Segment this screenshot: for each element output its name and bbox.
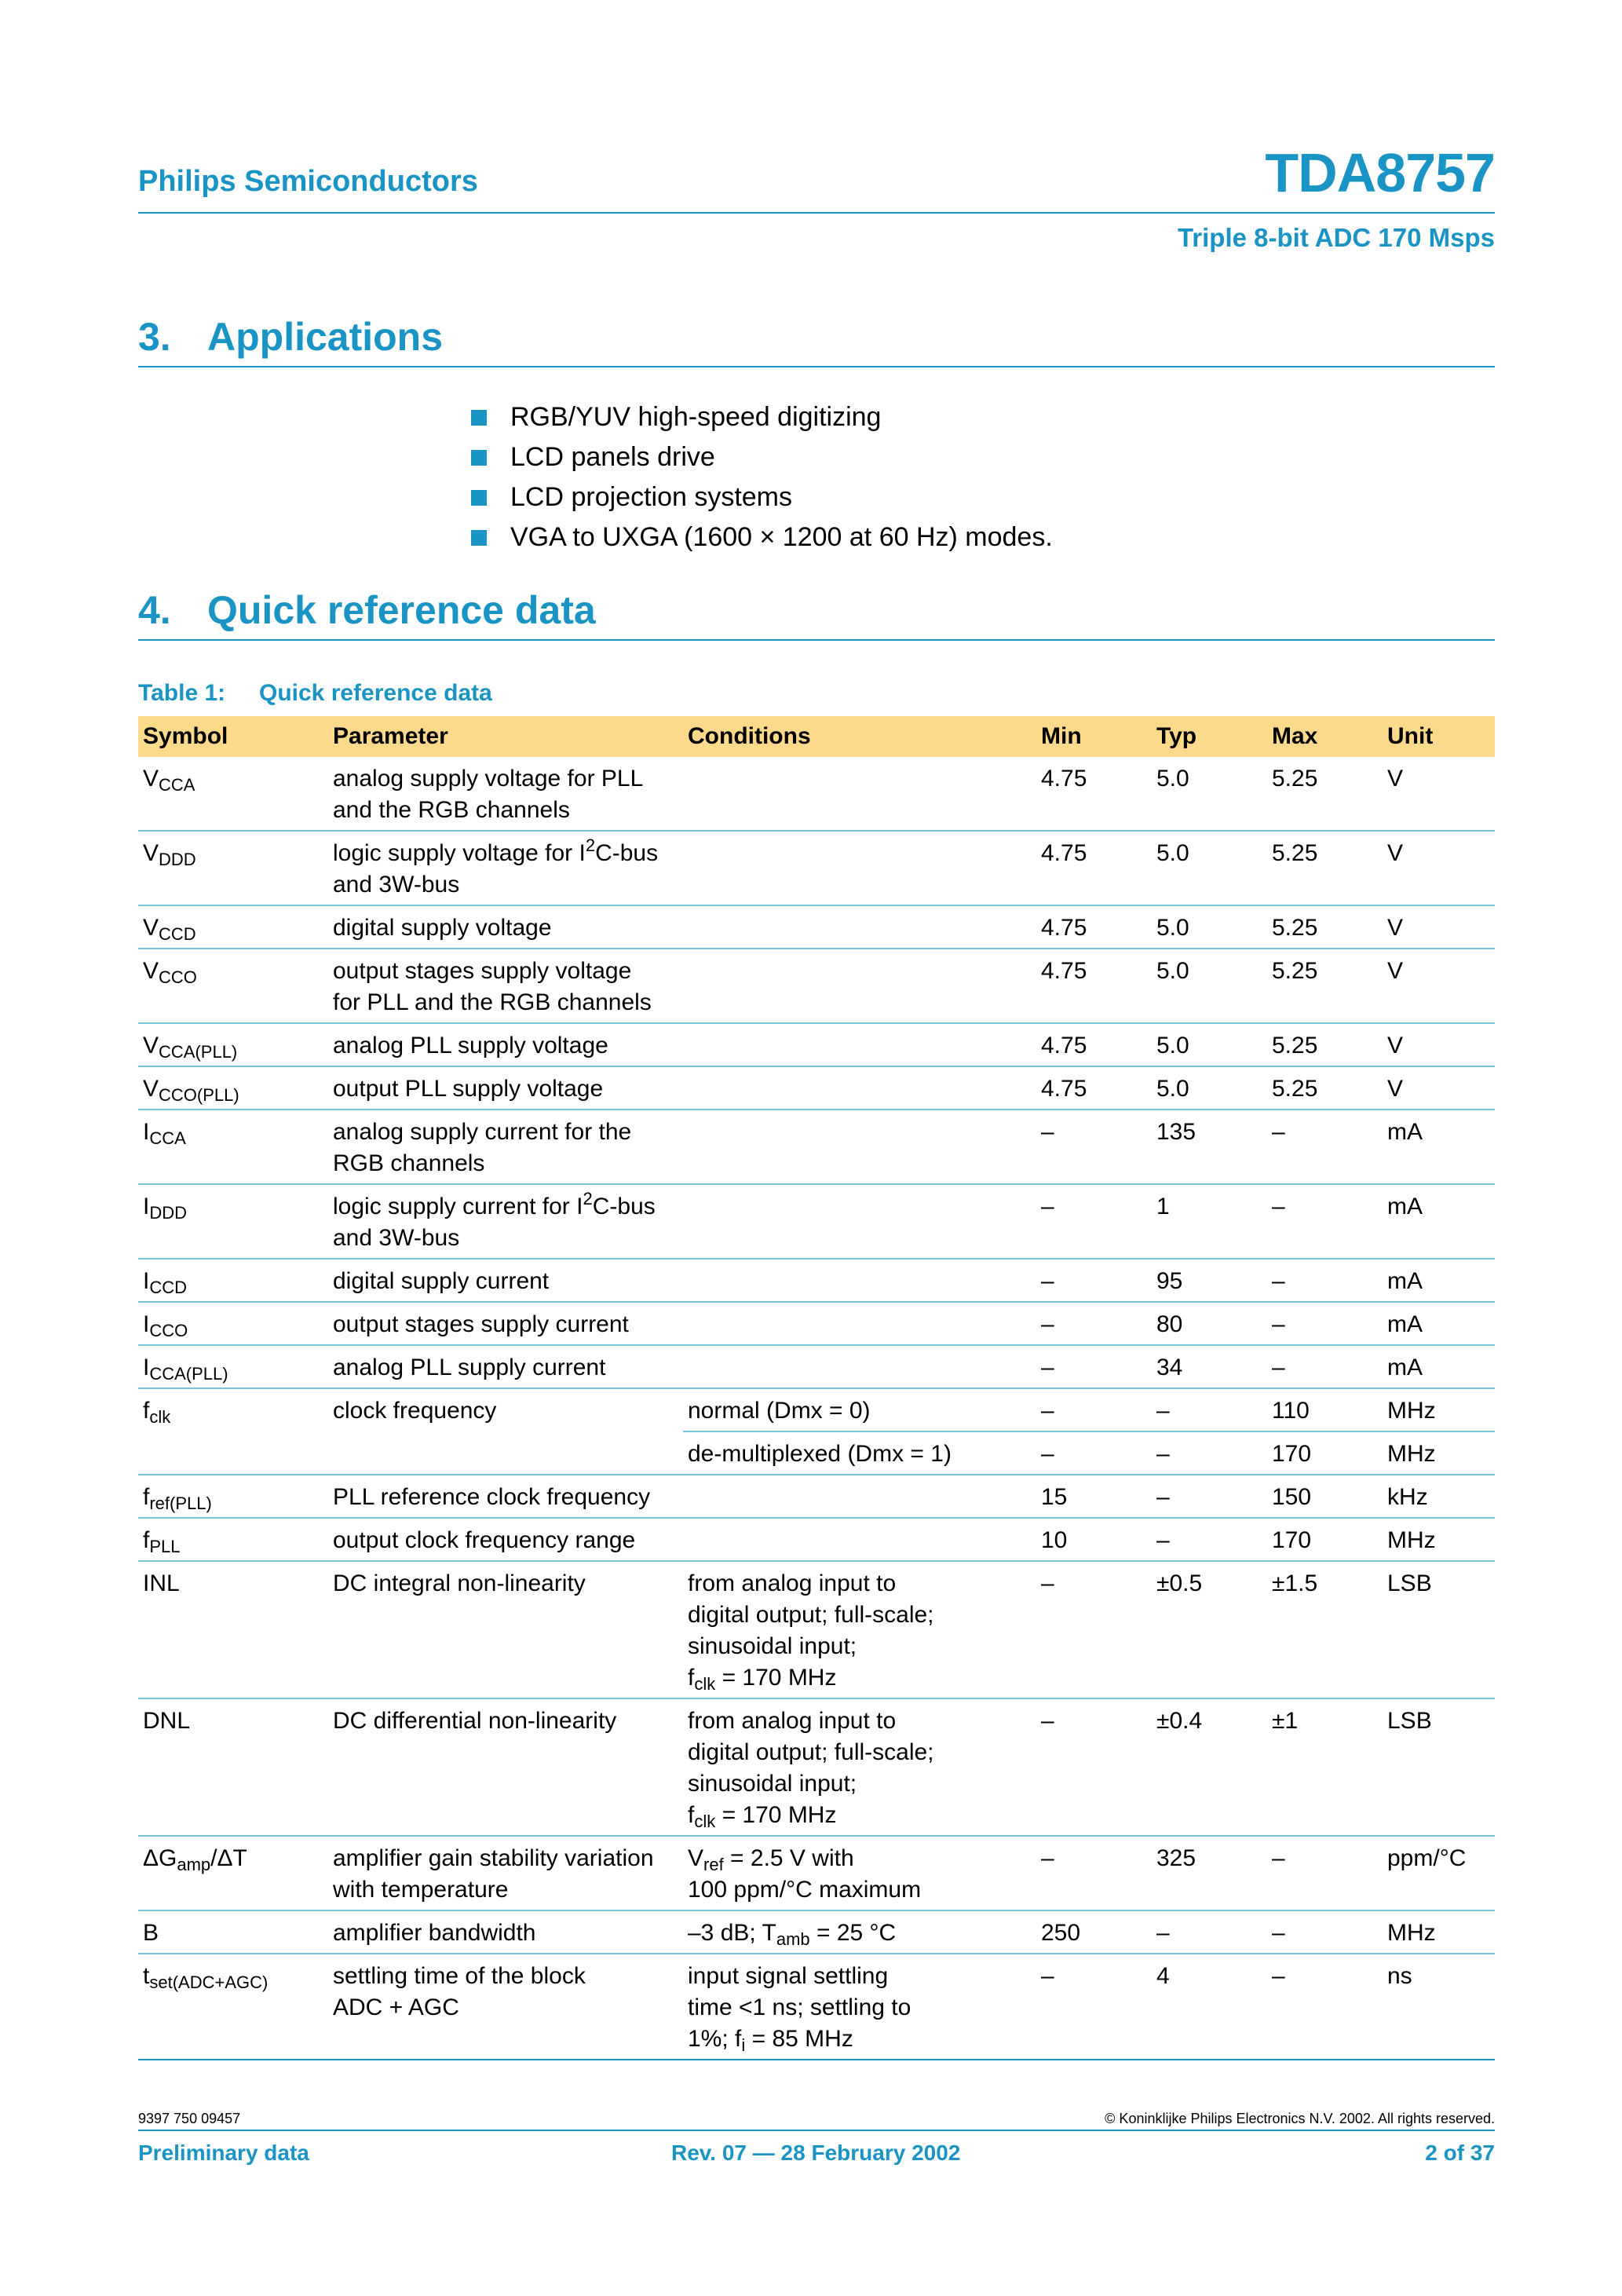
unit-cell: LSB [1383, 1561, 1495, 1698]
square-bullet-icon [471, 490, 487, 506]
parameter-cell: logic supply current for $I^2C$-bus and 3W-bus [328, 1184, 683, 1259]
unit-cell: V [1383, 831, 1495, 905]
conditions-cell [683, 1066, 1036, 1110]
unit-cell: ns [1383, 1954, 1495, 2060]
parameter-cell [328, 1431, 683, 1475]
column-header: Conditions [683, 716, 1036, 757]
conditions-cell: from analog input to digital output; full-scale; sinusoidal input; $f_{clk} = 170$ MHz [683, 1561, 1036, 1698]
table-row [138, 1023, 1495, 1066]
typ-cell: 325 [1152, 1836, 1267, 1910]
unit-cell: mA [1383, 1345, 1495, 1388]
table-row [138, 757, 1495, 831]
section-quick-reference-heading [138, 587, 1495, 641]
table-label: Table 1: [138, 680, 226, 706]
unit-cell: V [1383, 905, 1495, 949]
max-cell: 5.25 [1267, 905, 1383, 949]
table-header-row [138, 716, 1495, 757]
unit-cell: MHz [1383, 1431, 1495, 1475]
symbol-cell: $f_{PLL}$ [138, 1518, 328, 1561]
column-header: Max [1267, 716, 1383, 757]
square-bullet-icon [471, 410, 487, 426]
max-cell: 150 [1267, 1475, 1383, 1518]
unit-cell: V [1383, 1023, 1495, 1066]
conditions-cell [683, 1302, 1036, 1345]
table-row [138, 905, 1495, 949]
parameter-cell: settling time of the block ADC + AGC [328, 1954, 683, 2060]
min-cell: 4.75 [1036, 1066, 1152, 1110]
min-cell: 4.75 [1036, 831, 1152, 905]
min-cell: 4.75 [1036, 757, 1152, 831]
conditions-cell [683, 1259, 1036, 1302]
min-cell: – [1036, 1954, 1152, 2060]
typ-cell: – [1152, 1475, 1267, 1518]
typ-cell: 5.0 [1152, 1066, 1267, 1110]
page-number: 2 of 37 [1425, 2141, 1495, 2165]
typ-cell: 34 [1152, 1345, 1267, 1388]
conditions-cell [683, 1475, 1036, 1518]
min-cell: – [1036, 1345, 1152, 1388]
max-cell: ±1.5 [1267, 1561, 1383, 1698]
conditions-cell [683, 949, 1036, 1023]
table-row [138, 1431, 1495, 1475]
symbol-cell: $f_{ref(PLL)}$ [138, 1475, 328, 1518]
min-cell: – [1036, 1431, 1152, 1475]
min-cell: 15 [1036, 1475, 1152, 1518]
symbol-cell: INL [138, 1561, 328, 1698]
max-cell: – [1267, 1259, 1383, 1302]
typ-cell: 5.0 [1152, 949, 1267, 1023]
symbol-cell [138, 1431, 328, 1475]
conditions-cell [683, 905, 1036, 949]
symbol-cell: DNL [138, 1698, 328, 1836]
parameter-cell: amplifier bandwidth [328, 1910, 683, 1954]
unit-cell: MHz [1383, 1388, 1495, 1431]
symbol-cell: $I_{CCO}$ [138, 1302, 328, 1345]
table-row [138, 1698, 1495, 1836]
table-row [138, 1110, 1495, 1184]
parameter-cell: output PLL supply voltage [328, 1066, 683, 1110]
column-header: Symbol [138, 716, 328, 757]
symbol-cell: $V_{CCO}$ [138, 949, 328, 1023]
applications-list [468, 397, 1053, 558]
parameter-cell: digital supply voltage [328, 905, 683, 949]
conditions-cell [683, 831, 1036, 905]
parameter-cell: DC integral non-linearity [328, 1561, 683, 1698]
symbol-cell: $I_{CCD}$ [138, 1259, 328, 1302]
company-name: Philips Semiconductors [138, 165, 478, 198]
typ-cell: 95 [1152, 1259, 1267, 1302]
max-cell: 170 [1267, 1518, 1383, 1561]
symbol-cell: $f_{clk}$ [143, 1398, 171, 1427]
list-item: RGB/YUV high-speed digitizing [468, 397, 1053, 437]
typ-cell: 5.0 [1152, 831, 1267, 905]
max-cell: – [1267, 1302, 1383, 1345]
unit-cell: LSB [1383, 1698, 1495, 1836]
symbol-cell: $t_{set(ADC+AGC)}$ [138, 1954, 328, 2060]
symbol-cell: $V_{DDD}$ [138, 831, 328, 905]
max-cell: – [1267, 1184, 1383, 1259]
table-row [138, 1518, 1495, 1561]
parameter-cell: analog PLL supply current [328, 1345, 683, 1388]
column-header: Unit [1383, 716, 1495, 757]
quick-reference-table [138, 716, 1495, 2060]
square-bullet-icon [471, 530, 487, 546]
section-number: 4. [138, 588, 171, 632]
typ-cell: 5.0 [1152, 905, 1267, 949]
table-row [138, 1475, 1495, 1518]
table-row [138, 1388, 1495, 1431]
symbol-cell: $I_{DDD}$ [138, 1184, 328, 1259]
column-header: Min [1036, 716, 1152, 757]
document-status: Preliminary data [138, 2141, 309, 2165]
typ-cell: – [1152, 1431, 1267, 1475]
column-header: Parameter [328, 716, 683, 757]
max-cell: 170 [1267, 1431, 1383, 1475]
conditions-cell [683, 1518, 1036, 1561]
typ-cell: – [1152, 1910, 1267, 1954]
conditions-cell: $V_{ref} = 2.5$ V with 100 ppm/°C maximum [683, 1836, 1036, 1910]
typ-cell: 135 [1152, 1110, 1267, 1184]
table-title: Quick reference data [259, 680, 492, 706]
min-cell: – [1036, 1302, 1152, 1345]
typ-cell: 4 [1152, 1954, 1267, 2060]
parameter-cell: output stages supply current [328, 1302, 683, 1345]
table-row [138, 1954, 1495, 2060]
min-cell: 250 [1036, 1910, 1152, 1954]
symbol-cell: $V_{CCO(PLL)}$ [138, 1066, 328, 1110]
table-row [138, 1259, 1495, 1302]
unit-cell: mA [1383, 1184, 1495, 1259]
section-title: Quick reference data [207, 588, 596, 632]
typ-cell: – [1152, 1388, 1267, 1431]
parameter-cell: amplifier gain stability variation with temperature [328, 1836, 683, 1910]
conditions-cell: from analog input to digital output; full-scale; sinusoidal input; $f_{clk} = 170$ MHz [683, 1698, 1036, 1836]
symbol-cell: $I_{CCA(PLL)}$ [138, 1345, 328, 1388]
min-cell: – [1036, 1561, 1152, 1698]
symbol-cell: $I_{CCA}$ [138, 1110, 328, 1184]
min-cell: – [1036, 1110, 1152, 1184]
max-cell: – [1267, 1954, 1383, 2060]
symbol-cell: $V_{CCA(PLL)}$ [138, 1023, 328, 1066]
typ-cell: 5.0 [1152, 1023, 1267, 1066]
min-cell: 4.75 [1036, 1023, 1152, 1066]
document-number: 9397 750 09457 [138, 2111, 241, 2126]
table-caption [138, 680, 492, 707]
max-cell: 5.25 [1267, 757, 1383, 831]
parameter-cell: analog supply current for the RGB channels [328, 1110, 683, 1184]
symbol-cell: $V_{CCD}$ [138, 905, 328, 949]
unit-cell: kHz [1383, 1475, 1495, 1518]
conditions-cell: input signal settling time <1 ns; settling to 1%; $f_i = 85$ MHz [683, 1954, 1036, 2060]
unit-cell: ppm/°C [1383, 1836, 1495, 1910]
document-subtitle: Triple 8-bit ADC 170 Msps [1177, 223, 1495, 252]
min-cell: – [1036, 1184, 1152, 1259]
unit-cell: V [1383, 949, 1495, 1023]
min-cell: – [1036, 1259, 1152, 1302]
typ-cell: 1 [1152, 1184, 1267, 1259]
square-bullet-icon [471, 450, 487, 466]
unit-cell: MHz [1383, 1518, 1495, 1561]
max-cell: – [1267, 1110, 1383, 1184]
min-cell: 4.75 [1036, 949, 1152, 1023]
column-header: Typ [1152, 716, 1267, 757]
unit-cell: MHz [1383, 1910, 1495, 1954]
unit-cell: mA [1383, 1259, 1495, 1302]
parameter-cell: logic supply voltage for $I^2C$-bus and 3W-bus [328, 831, 683, 905]
conditions-cell [683, 1345, 1036, 1388]
max-cell: 5.25 [1267, 949, 1383, 1023]
symbol-cell: $\Delta G_{amp}/\Delta T$ [138, 1836, 328, 1910]
table-row [138, 949, 1495, 1023]
max-cell: – [1267, 1345, 1383, 1388]
min-cell: 4.75 [1036, 905, 1152, 949]
typ-cell: 5.0 [1152, 757, 1267, 831]
table-row [138, 1836, 1495, 1910]
parameter-cell: DC differential non-linearity [328, 1698, 683, 1836]
table-row [138, 1910, 1495, 1954]
conditions-cell [683, 757, 1036, 831]
table-row [138, 1184, 1495, 1259]
table-row [138, 1066, 1495, 1110]
list-item: LCD panels drive [468, 437, 1053, 477]
table-row [138, 1561, 1495, 1698]
header-divider [138, 212, 1495, 214]
min-cell: – [1036, 1836, 1152, 1910]
unit-cell: V [1383, 757, 1495, 831]
max-cell: 5.25 [1267, 831, 1383, 905]
unit-cell: mA [1383, 1110, 1495, 1184]
max-cell: ±1 [1267, 1698, 1383, 1836]
list-item: VGA to UXGA (1600 × 1200 at 60 Hz) modes. [468, 517, 1053, 558]
parameter-cell: analog supply voltage for PLL and the RGB channels [328, 757, 683, 831]
typ-cell: – [1152, 1518, 1267, 1561]
parameter-cell: PLL reference clock frequency [328, 1475, 683, 1518]
part-number: TDA8757 [1265, 142, 1495, 203]
min-cell: – [1036, 1388, 1152, 1431]
parameter-cell: clock frequency [333, 1398, 497, 1424]
section-number: 3. [138, 315, 171, 359]
unit-cell: V [1383, 1066, 1495, 1110]
typ-cell: ±0.4 [1152, 1698, 1267, 1836]
parameter-cell: digital supply current [328, 1259, 683, 1302]
min-cell: – [1036, 1698, 1152, 1836]
parameter-cell: output stages supply voltage for PLL and the RGB channels [328, 949, 683, 1023]
max-cell: 5.25 [1267, 1066, 1383, 1110]
typ-cell: 80 [1152, 1302, 1267, 1345]
conditions-cell: de-multiplexed (Dmx = 1) [683, 1431, 1036, 1475]
max-cell: 5.25 [1267, 1023, 1383, 1066]
list-item: LCD projection systems [468, 477, 1053, 517]
symbol-cell: B [138, 1910, 328, 1954]
parameter-cell: output clock frequency range [328, 1518, 683, 1561]
typ-cell: ±0.5 [1152, 1561, 1267, 1698]
max-cell: – [1267, 1910, 1383, 1954]
conditions-cell: normal (Dmx = 0) [683, 1388, 1036, 1431]
table-row [138, 1345, 1495, 1388]
revision-info: Rev. 07 — 28 February 2002 [671, 2141, 961, 2165]
copyright-notice: © Koninklijke Philips Electronics N.V. 2002. All rights reserved. [1105, 2111, 1495, 2126]
parameter-cell: analog PLL supply voltage [328, 1023, 683, 1066]
conditions-cell [683, 1023, 1036, 1066]
section-title: Applications [207, 315, 444, 359]
unit-cell: mA [1383, 1302, 1495, 1345]
table-row [138, 831, 1495, 905]
section-applications-heading [138, 314, 1495, 367]
conditions-cell: –3 dB; $T_{amb} = 25$ °C [683, 1910, 1036, 1954]
footer-divider [138, 2130, 1495, 2131]
table-row [138, 1302, 1495, 1345]
conditions-cell [683, 1110, 1036, 1184]
conditions-cell [683, 1184, 1036, 1259]
max-cell: 110 [1267, 1388, 1383, 1431]
symbol-cell: $V_{CCA}$ [138, 757, 328, 831]
min-cell: 10 [1036, 1518, 1152, 1561]
max-cell: – [1267, 1836, 1383, 1910]
